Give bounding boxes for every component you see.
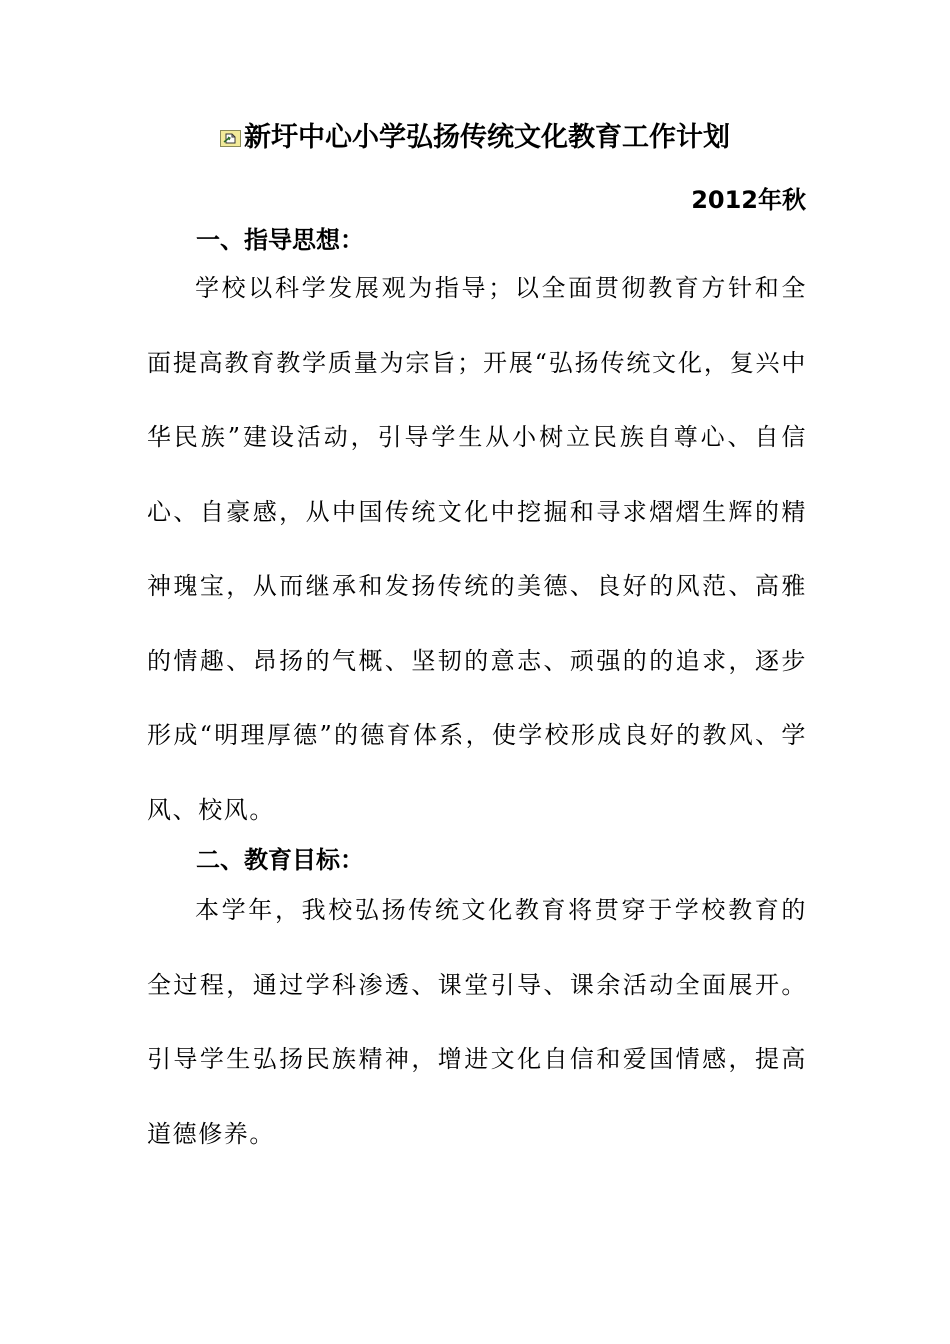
document-title: 新圩中心小学弘扬传统文化教育工作计划: [244, 122, 730, 153]
document-title-row: [0, 118, 950, 158]
section-paragraph-education-goals: 本学年，我校弘扬传统文化教育将贯穿于学校教育的全过程，通过学科渗透、课堂引导、课余活动全面展开。引导学生弘扬民族精神，增进文化自信和爱国情感，提高道德修养。: [147, 896, 807, 1148]
document-date: 2012年秋: [691, 186, 806, 214]
section-paragraph-guiding-thought: 学校以科学发展观为指导；以全面贯彻教育方针和全面提高教育教学质量为宗旨；开展“弘扬传统文化，复兴中华民族”建设活动，引导学生从小树立民族自尊心、自信心、自豪感，从中国传统文化中挖掘和寻求熠熠生辉的精神瑰宝，从而继承和发扬传统的美德、良好的风范、高雅的情趣、昂扬的气概、坚韧的意志、顽强的的追求，逐步形成“明理厚德”的德育体系，使学校形成良好的教风、学风、校风。: [147, 274, 807, 824]
section-heading-guiding-thought: 一、指导思想：: [196, 226, 364, 254]
document-link-icon[interactable]: [220, 119, 241, 136]
section-heading-education-goals: 二、教育目标：: [196, 846, 364, 874]
